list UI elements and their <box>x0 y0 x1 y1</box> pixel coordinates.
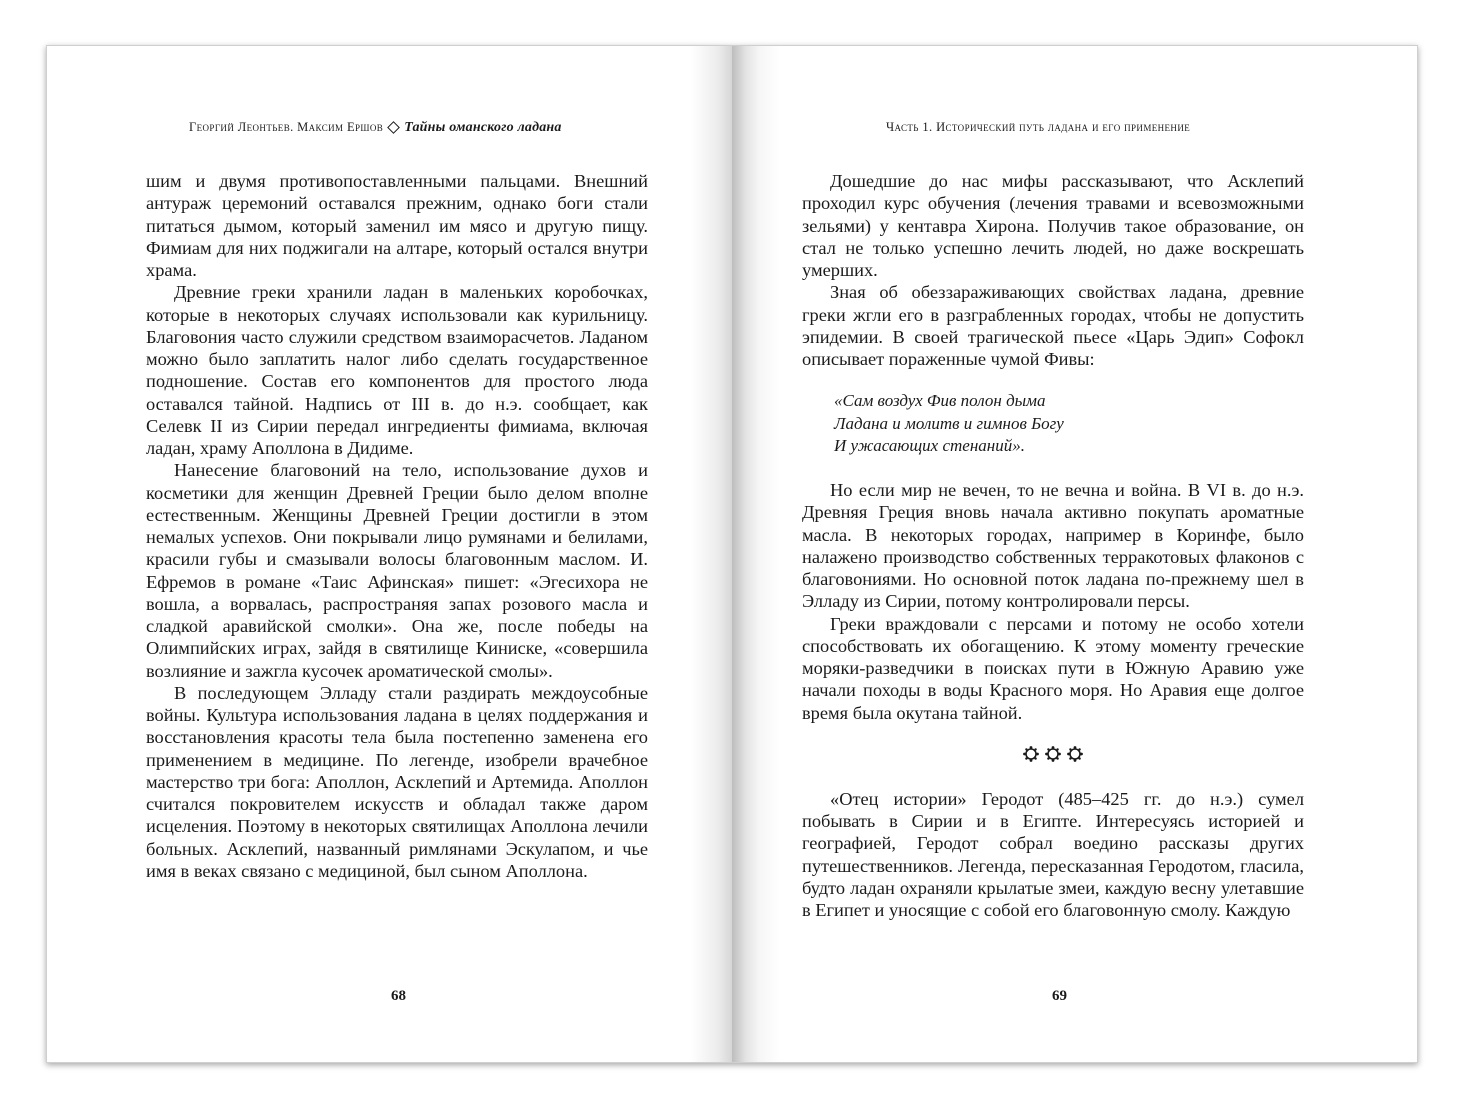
poem-line: «Сам воздух Фив полон дыма <box>834 391 1046 411</box>
running-head-book-title: Тайны оманского ладана <box>404 120 562 135</box>
left-running-head <box>189 120 562 136</box>
section-ornament <box>802 744 1304 766</box>
paragraph: «Отец истории» Геродот (485–425 гг. до н.э.) сумел побывать в Сирии и в Египте. Интересуясь историей и географией, Геродот собрал воедино рассказы других путешественников. Легенда, пересказанная Геродотом, гласила, будто ладан охраняли крылатые змеи, каждую весну улетавшие в Египет и уносящие с собой его благовонную смолу. Каждую <box>802 788 1304 920</box>
paragraph: Греки враждовали с персами и потому не особо хотели способствовать их обогащению. К этому моменту греческие моряки-разведчики в поисках пути в Южную Аравию уже начали походы в воды Красного моря. Но Аравия еще долгое время была окутана тайной. <box>802 613 1304 723</box>
right-page-number: 69 <box>1052 988 1067 1004</box>
diamond-separator-icon <box>387 121 400 134</box>
poem-line: Ладана и молитв и гимнов Богу <box>834 413 1064 433</box>
left-page <box>46 45 732 1063</box>
right-running-head: Часть 1. Исторический путь ладана и его применение <box>886 120 1191 134</box>
left-body-text <box>146 170 648 882</box>
running-head-authors: Георгий Леонтьев. Максим Ершов <box>189 120 384 134</box>
paragraph: шим и двумя противопоставленными пальцами. Внешний антураж церемоний оставался прежним, однако боги стали питаться дымом, который заменил им мясо и другую пищу. Фимиам для них поджигали на алтаре, который остался внутри храма. <box>146 171 648 280</box>
paragraph: Зная об обеззараживающих свойствах ладана, древние греки жгли его в разграбленных городах, чтобы не допустить эпидемии. В своей трагической пьесе «Царь Эдип» Софокл описывает пораженные чумой Фивы: <box>802 282 1304 369</box>
right-page <box>732 45 1418 1063</box>
paragraph: Древние греки хранили ладан в маленьких коробочках, которые в некоторых случаях использовали как курильницу. Благовония часто служили средством взаиморасчетов. Ладаном можно было заплатить налог либо сделать государственное подношение. Состав его компонентов для простого люда оставался тайной. Надпись от III в. до н.э. сообщает, как Селевк II из Сирии передал ингредиенты фимиама, включая ладан, храму Аполлона в Дидиме. <box>146 282 648 458</box>
poem-line: И ужасающих стенаний». <box>834 435 1025 455</box>
right-body-text <box>802 170 1304 921</box>
three-flower-ornament-icon <box>1021 744 1085 764</box>
paragraph: Дошедшие до нас мифы рассказывают, что Асклепий проходил курс обучения (лечения травами и всевозможными зельями) у кентавра Хирона. Получив такое образование, он стал не только успешно лечить людей, но даже воскрешать умерших. <box>802 171 1304 280</box>
poem-quote <box>834 390 1304 457</box>
book-spread <box>46 45 1418 1063</box>
paragraph: Нанесение благовоний на тело, использование духов и косметики для женщин Древней Греции было делом вполне естественным. Женщины Древней Греции достигли в этом немалых успехов. Они покрывали лицо румянами и белилами, красили губы и смазывали волосы благовонным маслом. И. Ефремов в романе «Таис Афинская» пишет: «Эгесихора не вошла, а ворвалась, распространяя запах розового масла и сладкой аравийской смолки». Она же, после победы на Олимпийских играх, зайдя в святилище Киниске, «совершила возлияние и зажгла кусочек ароматической смолы». <box>146 460 648 681</box>
paragraph: В последующем Элладу стали раздирать междоусобные войны. Культура использования ладана в целях поддержания и восстановления красоты тела была постепенно заменена его применением в медицине. По легенде, изобрели врачебное мастерство три бога: Аполлон, Асклепий и Артемида. Аполлон считался покровителем искусств и обладал также даром исцеления. Поэтому в некоторых святилищах Аполлона лечили больных. Асклепий, названный римлянами Эскулапом, и чье имя в веках связано с медициной, был сыном Аполлона. <box>146 682 648 881</box>
paragraph: Но если мир не вечен, то не вечна и война. В VI в. до н.э. Древняя Греция вновь начала активно покупать ароматные масла. В некоторых городах, например в Коринфе, было налажено производство собственных терракотовых флаконов с благовониями. Но основной поток ладана по-прежнему шел в Элладу из Сирии, потому контролировали персы. <box>802 480 1304 612</box>
left-page-number: 68 <box>391 988 406 1004</box>
